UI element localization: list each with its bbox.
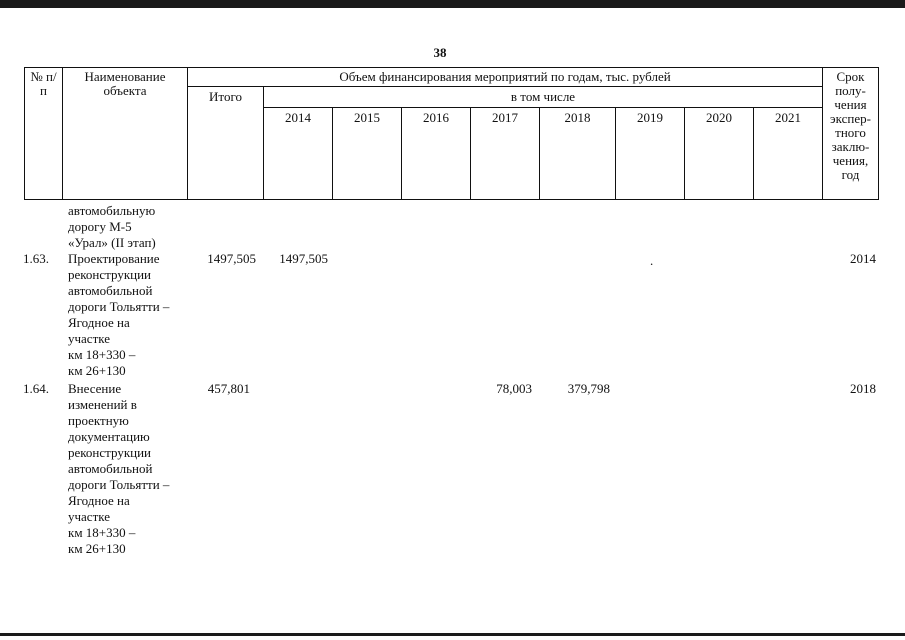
continuation-text: автомобильную дорогу М-5 «Урал» (II этап) xyxy=(68,203,156,250)
row-object-name: Внесение изменений в проектную документацию реконструкции автомобильной дороги Тольятти – Ягодное на участке км 18+330 – км 26+130 xyxy=(68,381,170,556)
bottom-border-bar xyxy=(0,633,905,636)
header-total-cell: Итого xyxy=(188,87,264,200)
header-number-cell: № п/п xyxy=(25,68,63,200)
row-number: 1.63. xyxy=(23,251,49,266)
row-term-value: 2018 xyxy=(850,381,876,396)
row-term-value: 2014 xyxy=(850,251,876,266)
header-year-2016: 2016 xyxy=(402,108,471,200)
row-value-2018: 379,798 xyxy=(567,381,610,396)
row-total-value: 1497,505 xyxy=(207,251,256,266)
header-year-2020: 2020 xyxy=(685,108,754,200)
header-year-2021: 2021 xyxy=(754,108,823,200)
header-year-2017: 2017 xyxy=(471,108,540,200)
row-total-value: 457,801 xyxy=(207,381,250,396)
header-financing-group: Объем финансирования мероприятий по годам, тыс. рублей xyxy=(188,68,823,87)
header-year-2018: 2018 xyxy=(540,108,616,200)
row-object-name: Проектирование реконструкции автомобильной дороги Тольятти – Ягодное на участке км 18+330 – км 26+130 xyxy=(68,251,170,378)
row-number: 1.64. xyxy=(23,381,49,396)
header-year-2014: 2014 xyxy=(264,108,333,200)
header-year-2019: 2019 xyxy=(616,108,685,200)
page-number: 38 xyxy=(433,45,447,60)
header-including-cell: в том числе xyxy=(264,87,823,108)
header-term-cell: Срок полу-чения экспер-тного заклю-чения, год xyxy=(823,68,879,200)
row-value-2014: 1497,505 xyxy=(279,251,328,266)
header-year-2015: 2015 xyxy=(333,108,402,200)
header-name-cell: Наименование объекта xyxy=(63,68,188,200)
row-value-2017: 78,003 xyxy=(496,381,532,396)
top-border-bar xyxy=(0,0,905,8)
table-header xyxy=(24,67,879,200)
stray-dot: . xyxy=(650,253,654,268)
